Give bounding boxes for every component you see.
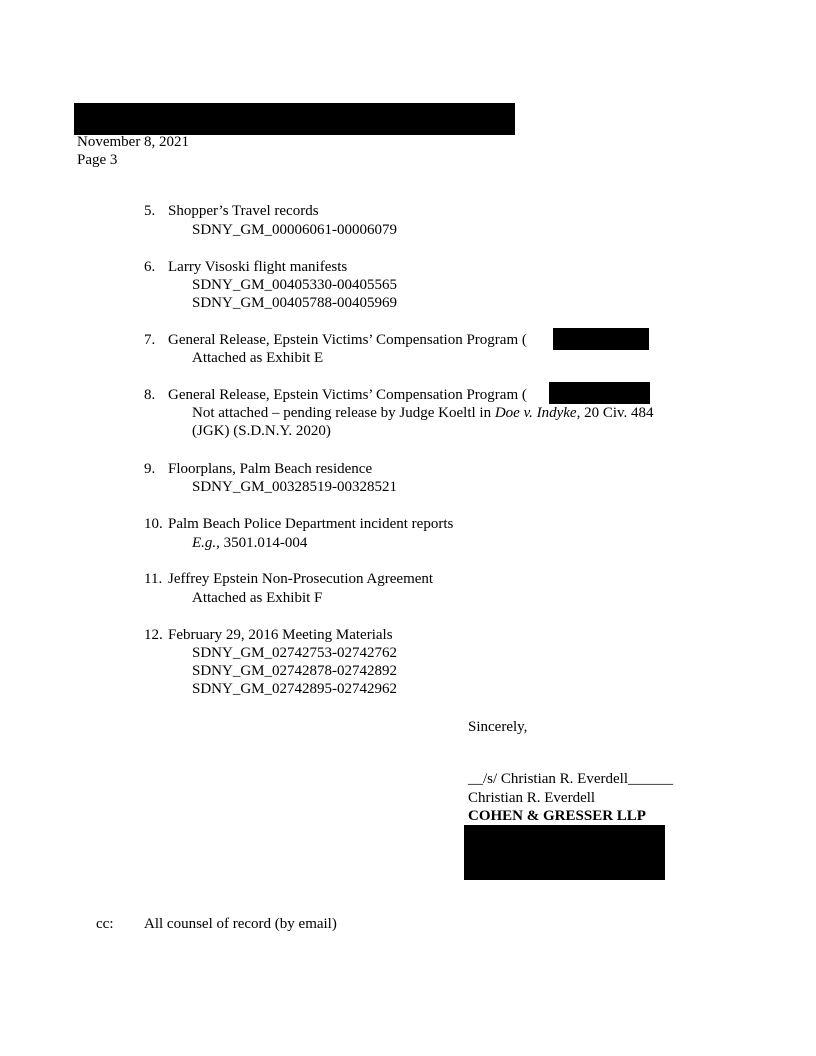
item-detail: SDNY_GM_00405788-00405969	[192, 295, 398, 311]
item-number: 6.	[144, 259, 156, 275]
redaction-name	[553, 328, 649, 350]
letter-date: November 8, 2021	[77, 134, 190, 150]
item-detail-text: , 20 Civ. 484	[576, 405, 654, 421]
salutation: Sincerely,	[468, 719, 528, 735]
item-title: February 29, 2016 Meeting Materials	[168, 627, 393, 643]
redaction-header	[74, 103, 515, 135]
item-number: 8.	[144, 387, 156, 403]
firm-name: COHEN & GRESSER LLP	[468, 808, 646, 824]
item-detail: (JGK) (S.D.N.Y. 2020)	[192, 423, 331, 439]
item-detail-text: Not attached – pending release by Judge Koeltl in	[192, 405, 495, 421]
item-title: Floorplans, Palm Beach residence	[168, 461, 373, 477]
item-title: Shopper’s Travel records	[168, 203, 319, 219]
item-number: 10.	[144, 516, 163, 532]
item-detail-text: , 3501.014-004	[216, 535, 308, 551]
item-detail: SDNY_GM_00328519-00328521	[192, 479, 398, 495]
redaction-name	[549, 382, 650, 404]
item-detail: SDNY_GM_02742895-02742962	[192, 681, 398, 697]
item-detail	[192, 404, 654, 422]
item-number: 7.	[144, 332, 156, 348]
cc-recipients: All counsel of record (by email)	[144, 916, 337, 932]
item-detail	[192, 534, 307, 552]
signer-name: Christian R. Everdell	[468, 790, 596, 806]
item-title: Palm Beach Police Department incident reports	[168, 516, 454, 532]
item-number: 12.	[144, 627, 163, 643]
item-detail: SDNY_GM_00405330-00405565	[192, 277, 398, 293]
item-detail: Attached as Exhibit F	[192, 590, 323, 606]
item-number: 11.	[144, 571, 163, 587]
item-number: 9.	[144, 461, 156, 477]
item-detail: SDNY_GM_02742753-02742762	[192, 645, 398, 661]
item-title: General Release, Epstein Victims’ Compensation Program (	[168, 387, 527, 403]
item-detail: SDNY_GM_00006061-00006079	[192, 222, 398, 238]
page-number: Page 3	[77, 152, 118, 168]
eg-abbrev: E.g.	[192, 535, 217, 551]
signature-line: __/s/ Christian R. Everdell______	[468, 771, 673, 787]
item-title: General Release, Epstein Victims’ Compensation Program (	[168, 332, 527, 348]
item-number: 5.	[144, 203, 156, 219]
item-detail: SDNY_GM_02742878-02742892	[192, 663, 398, 679]
redaction-contact	[464, 825, 665, 880]
case-name: Doe v. Indyke	[494, 405, 577, 421]
cc-label: cc:	[96, 916, 114, 932]
item-title: Jeffrey Epstein Non-Prosecution Agreement	[168, 571, 434, 587]
item-title: Larry Visoski flight manifests	[168, 259, 348, 275]
item-detail: Attached as Exhibit E	[192, 350, 324, 366]
